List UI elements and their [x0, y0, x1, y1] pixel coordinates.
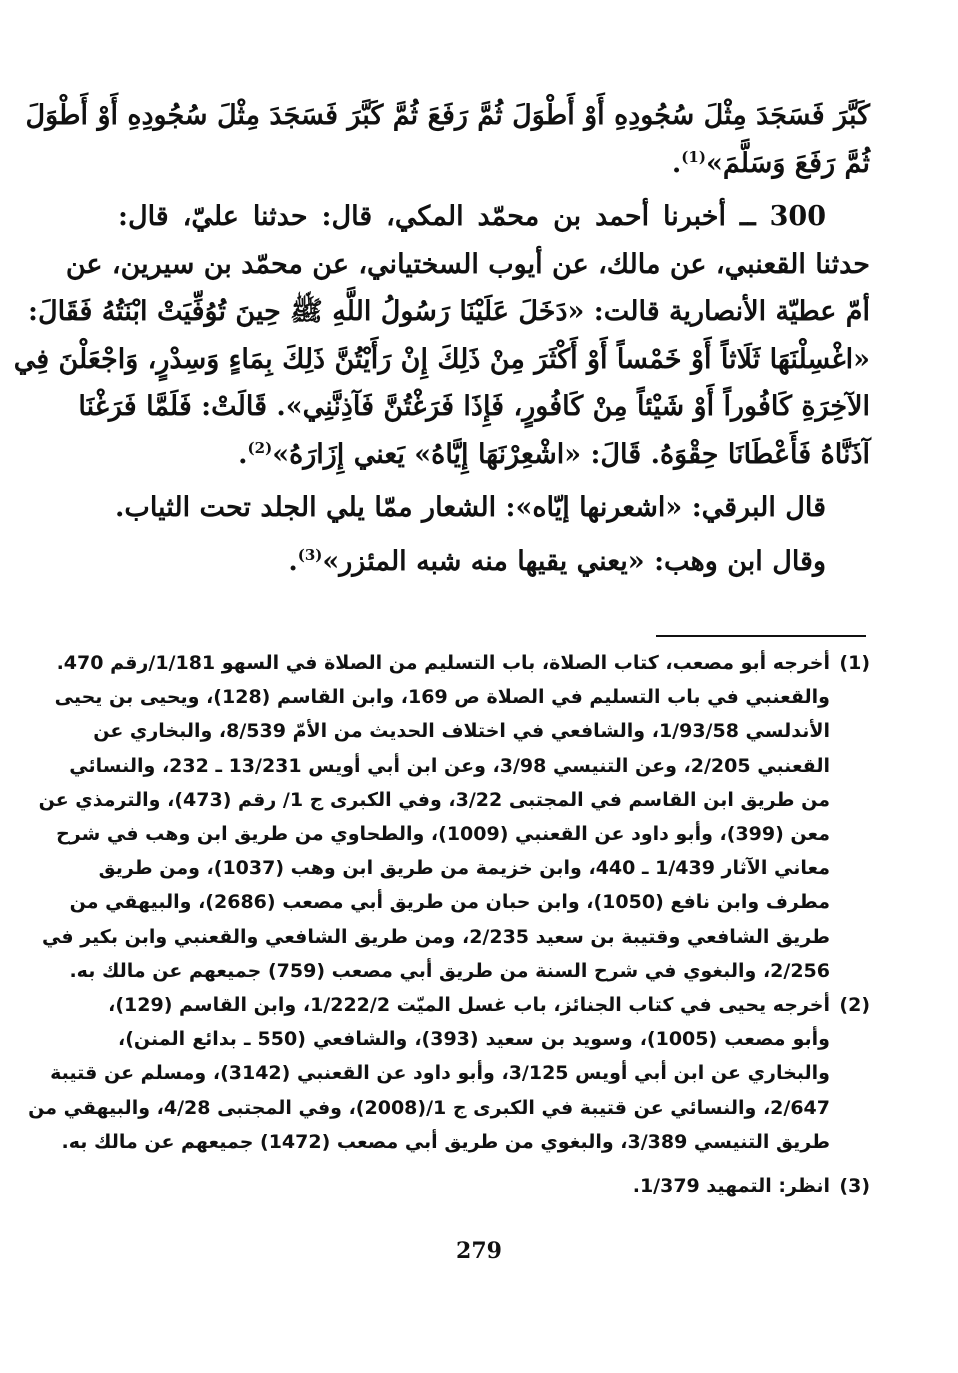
- page-number: 279: [456, 1238, 502, 1264]
- footnotes: [28, 646, 870, 1203]
- footnote-mark: (2): [247, 438, 273, 457]
- footnote-line: معاني الآثار 1/439 ـ 440، وابن خزيمة من طريق ابن وهب (1037)، ومن طريق: [98, 857, 830, 880]
- footnote-line: مطرف وابن نافع (1050)، وابن حبان من طريق أبي مصعب (2686)، والبيهقي من: [69, 891, 830, 914]
- text-line: ثُمَّ رَفَعَ وَسَلَّمَ»$^{(1)}$.: [671, 147, 870, 179]
- footnote: [28, 988, 870, 1159]
- footnote-line: طريق التنيسي 3/389، والبغوي من طريق أبي مصعب (1472) جميعهم عن مالك به.: [61, 1130, 830, 1153]
- footnote-line: أخرجه يحيى في كتاب الجنائز، باب غسل الميّت 1/222/2، وابن القاسم (129)،: [108, 994, 830, 1017]
- footnote-number: (2): [839, 994, 870, 1017]
- footnote-line: والقعنبي في باب التسليم في الصلاة ص 169، وابن القاسم (128)، ويحيى بن يحيى: [54, 686, 830, 709]
- footnotes-divider: [656, 635, 866, 637]
- footnote-line: 2/256، والبغوي في شرح السنة من طريق أبي مصعب (759) جميعهم عن مالك به.: [69, 959, 830, 982]
- text-line: أمّ عطيّة الأنصارية قالت: «دَخَلَ عَلَيْنَا رَسُولُ اللَّهِ ﷺ حِينَ تُوُفِّيَتْ ابْنَتُهُ فَقَالَ:: [28, 296, 870, 327]
- footnote-line: طريق الشافعي وقتيبة بن سعيد 2/235، ومن طريق الشافعي والقعنبي وابن بكير في: [41, 925, 830, 948]
- text-line: آذَنَّاهُ فَأَعْطَانَا حِقْوَهُ. قَالَ: «اشْعِرْنَهَا إِيَّاهُ» يَعني إِزَارَهُ»$^{(2)}$.: [238, 438, 870, 470]
- text-line: «اغْسِلْنَهَا ثَلَاثاً أَوْ خَمْساً أَوْ أَكْثَرَ مِنْ ذَلِكَ إِنْ رَأَيْتُنَّ ذَلِكَ بِمَاءٍ وَسِدْرٍ، وَاجْعَلْنَ فِي: [13, 343, 870, 375]
- footnote-line: معن (399)، وأبو داود عن القعنبي (1009)، والطحاوي من طريق ابن وهب في شرح: [56, 823, 830, 846]
- hadith-heading-line: 300 ــ أخبرنا أحمد بن محمّد المكي، قال: حدثنا عليّ، قال:: [118, 201, 826, 232]
- footnote-line: القعنبي 2/205، وعن التنيسي 3/98، وعن ابن أبي أويس 13/231 ـ 232، والنسائي: [69, 754, 830, 777]
- main-text: [13, 92, 870, 585]
- text-line: كَبَّرَ فَسَجَدَ مِثْلَ سُجُودِهِ أَوْ أَطْوَلَ ثُمَّ رَفَعَ ثُمَّ كَبَّرَ فَسَجَدَ مِثْلَ سُجُودِهِ أَوْ أَطْوَلَ: [25, 100, 870, 131]
- footnote-number: (3): [839, 1175, 870, 1198]
- footnote-mark: (3): [297, 545, 323, 564]
- footnote-line: وأبو مصعب (1005)، وسويد بن سعيد (393)، والشافعي (550 ـ بدائع المنن)،: [118, 1028, 830, 1051]
- footnote-number: (1): [839, 652, 870, 674]
- footnote-line: والبخاري عن ابن أبي أويس 3/125، وأبو داود عن القعنبي (3142)، ومسلم عن قتيبة: [50, 1062, 830, 1085]
- footnote-line: 2/647، والنسائي عن قتيبة في الكبرى ج 1/(2008)، وفي المجتبى 4/28، والبيهقي من: [28, 1096, 830, 1119]
- footnote: [38, 646, 870, 988]
- footnote-mark: (1): [681, 147, 706, 166]
- text-line: قال البرقي: «اشعرنها إيّاه»: الشعار ممّا يلي الجلد تحت الثياب.: [115, 492, 826, 523]
- footnote-line: الأندلسي 1/93/58، والشافعي في اختلاف الحديث من الأمّ 8/539، والبخاري عن: [93, 720, 830, 743]
- footnote: [118, 1169, 870, 1203]
- footnote-line: من طريق ابن القاسم في المجتبى 3/22، وفي الكبرى ج 1/ رقم (473)، والترمذي عن: [38, 788, 830, 811]
- text-line: وقال ابن وهب: «يعني يقيها منه شبه المئزر»$^{(3)}$.: [288, 545, 826, 577]
- footnote-line: أخرجه أبو مصعب، كتاب الصلاة، باب التسليم من الصلاة في السهو 1/181/رقم 470.: [56, 652, 830, 674]
- footnote-line: انظر: التمهيد 1/379.: [632, 1175, 830, 1198]
- text-line: الآخِرَةِ كَافُوراً أَوْ شَيْئاً مِنْ كَافُورٍ، فَإِذَا فَرَغْتُنَّ فَآذِنَّنِي». قَالَتْ: فَلَمَّا فَرَغْنَا: [78, 391, 870, 422]
- text-line: حدثنا القعنبي، عن مالك، عن أيوب السختياني، عن محمّد بن سيرين، عن: [65, 248, 870, 280]
